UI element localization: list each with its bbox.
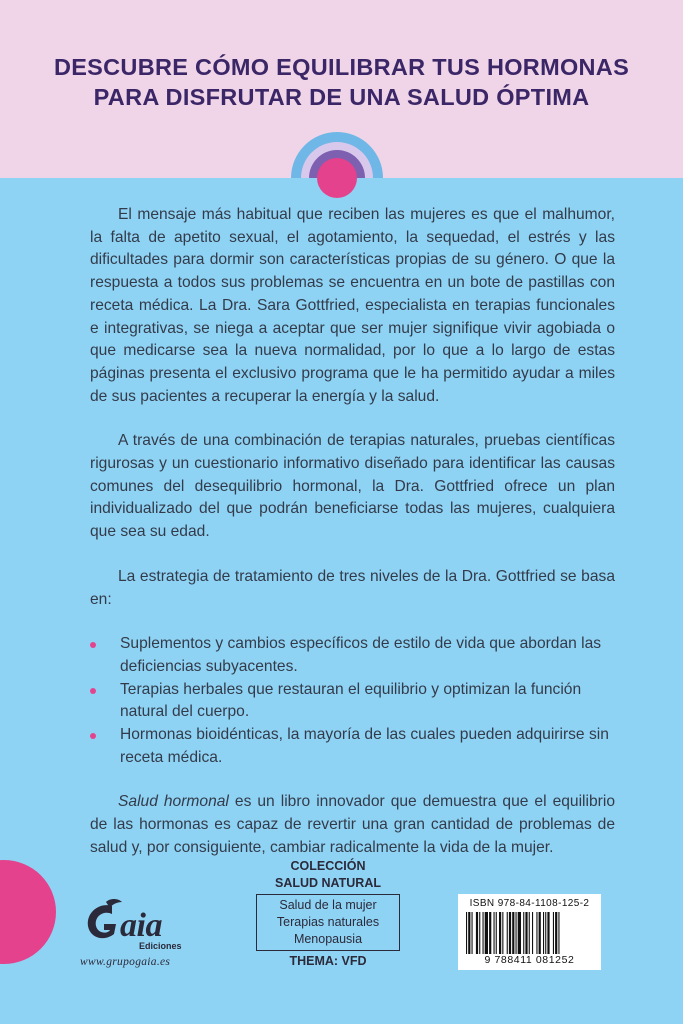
barcode-bar xyxy=(555,912,557,954)
publisher-logo-subtitle: Ediciones xyxy=(139,941,182,951)
paragraph-strategy: La estrategia de tratamiento de tres niveles de la Dra. Gottfried se basa en: xyxy=(90,567,615,608)
barcode-bar xyxy=(523,912,524,954)
conclusion-text: es un libro innovador que demuestra que el equilibrio de las hormonas es capaz de revertir una gran cantidad de problemas de salud y, por consiguiente, cambiar radicalmente la vida de la mujer. xyxy=(90,793,615,856)
isbn-label: ISBN 978-84-1108-125-2 xyxy=(469,898,590,909)
collection-label: COLECCIÓN xyxy=(290,859,366,873)
book-title: Salud hormonal xyxy=(118,793,229,811)
paragraph-conclusion xyxy=(90,791,615,859)
barcode-bar xyxy=(529,912,530,954)
bullet-dot xyxy=(90,642,96,648)
barcode-bar xyxy=(553,912,554,954)
pink-circle xyxy=(317,158,357,198)
barcode-digits: 9 788411 081252 xyxy=(484,954,575,966)
collection-topics-box xyxy=(256,894,400,951)
barcode-bar xyxy=(466,912,467,954)
barcode-bars xyxy=(466,912,593,954)
isbn-barcode xyxy=(458,894,601,970)
back-cover-text xyxy=(90,204,615,882)
barcode-bar xyxy=(496,912,497,954)
bullet-dot xyxy=(90,688,96,694)
collection-block xyxy=(256,858,400,970)
barcode-bar xyxy=(494,912,495,954)
list-item xyxy=(90,724,615,769)
barcode-bar xyxy=(509,912,511,954)
barcode-bar xyxy=(545,912,546,954)
thema-code: THEMA: VFD xyxy=(289,954,367,968)
barcode-bar xyxy=(499,912,501,954)
paragraph-method: A través de una combinación de terapias naturales, pruebas científicas rigurosas y un cuestionario informativo diseñado para identificar las causas comunes del desequilibrio hormonal, la Dra. Gottfried ofrece un plan individualizado del que podrán beneficiarse todas las mujeres, cualquiera que sea su edad. xyxy=(90,432,615,541)
barcode-bar xyxy=(468,912,470,954)
barcode-bar xyxy=(507,912,508,954)
list-item-text: Suplementos y cambios específicos de estilo de vida que abordan las deficiencias subyacentes. xyxy=(120,635,602,675)
topic-item: Terapias naturales xyxy=(276,915,380,929)
publisher-logo-text: aia xyxy=(120,907,162,944)
barcode-bar xyxy=(532,912,533,954)
barcode-bar xyxy=(472,912,473,954)
barcode-bar xyxy=(489,912,491,954)
barcode-bar xyxy=(536,912,537,954)
paragraph-intro: El mensaje más habitual que reciben las mujeres es que el malhumor, la falta de apetito sexual, el agotamiento, la sequedad, el estrés y las dificultades para dormir son características propias de su género. O que la respuesta a todos sus problemas se encuentra en un bote de pastillas con receta médica. La Dra. Sara Gottfried, especialista en terapias funcionales e integrativas, se niega a aceptar que ser mujer signifique vivir agobiada o que medicarse sea la nueva normalidad, por lo que a lo largo de estas páginas presenta el exclusivo programa que le ha permitido ayudar a miles de sus pacientes a recuperar la energía y la salud. xyxy=(90,206,615,405)
barcode-bar xyxy=(543,912,544,954)
barcode-bar xyxy=(539,912,541,954)
topic-item: Menopausia xyxy=(293,932,363,946)
barcode-bar xyxy=(502,912,503,954)
barcode-bar xyxy=(518,912,521,954)
barcode-bar xyxy=(476,912,478,954)
barcode-bar xyxy=(479,912,480,954)
title-line-1: DESCUBRE CÓMO EQUILIBRAR TUS HORMONAS xyxy=(53,54,630,80)
topic-item: Salud de la mujer xyxy=(279,898,377,912)
bullet-dot xyxy=(90,733,96,739)
barcode-bar xyxy=(558,912,559,954)
list-item xyxy=(90,633,615,678)
strategy-list xyxy=(90,633,615,769)
list-item-text: Hormonas bioidénticas, la mayoría de las cuales pueden adquirirse sin receta médica. xyxy=(120,726,609,766)
publisher-url: www.grupogaia.es xyxy=(80,956,171,968)
list-item-text: Terapias herbales que restauran el equilibrio y optimizan la función natural del cuerpo. xyxy=(120,680,582,721)
title-line-2: PARA DISFRUTAR DE UNA SALUD ÓPTIMA xyxy=(93,84,590,110)
barcode-bar xyxy=(483,912,484,954)
list-item xyxy=(90,679,615,724)
decorative-circles xyxy=(0,0,683,230)
barcode-bar xyxy=(512,912,514,954)
pink-half-circle xyxy=(0,860,56,964)
barcode-bar xyxy=(485,912,488,954)
collection-name: SALUD NATURAL xyxy=(274,876,381,890)
barcode-bar xyxy=(525,912,527,954)
barcode-bar xyxy=(516,912,517,954)
barcode-bar xyxy=(547,912,549,954)
